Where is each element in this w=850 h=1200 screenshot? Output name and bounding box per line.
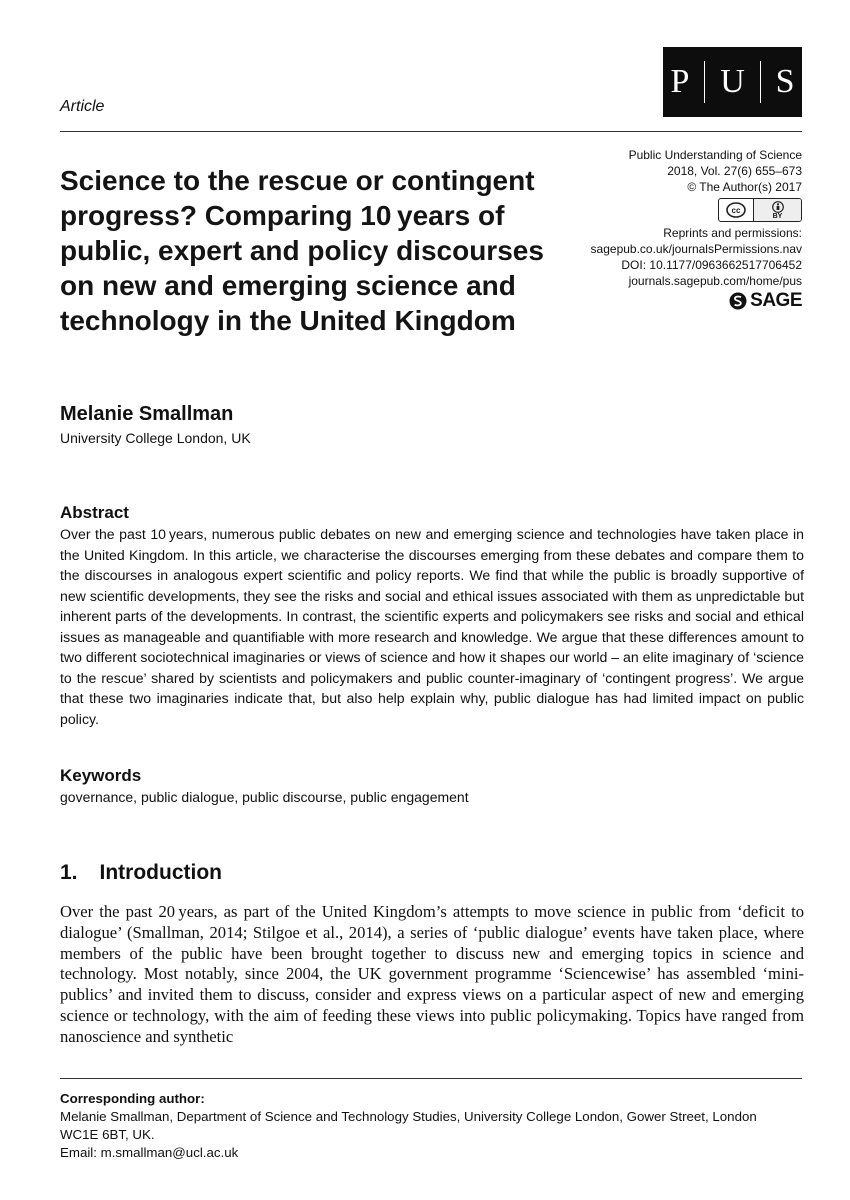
citation: 2018, Vol. 27(6) 655–673 (667, 164, 802, 178)
sage-icon (729, 292, 747, 310)
corresponding-author (60, 1090, 820, 1162)
cc-license-badge[interactable] (718, 198, 802, 222)
logo-divider (704, 61, 705, 103)
corresponding-author-email[interactable]: Email: m.smallman@ucl.ac.uk (60, 1145, 239, 1160)
corresponding-author-address: Melanie Smallman, Department of Science and Technology Studies, University College London, Gower Street, London (60, 1109, 757, 1124)
journal-link[interactable]: journals.sagepub.com/home/pus (628, 274, 802, 288)
introduction-paragraph: Over the past 20 years, as part of the United Kingdom’s attempts to move science in public from ‘deficit to dialogue’ (Smallman, 2014; Stilgoe et al., 2014), a series of ‘public dialogue’ events have taken place, where members of the public have been brought together to discuss new and emerging topics in science and technology. Most notably, since 2004, the UK government programme ‘Sciencewise’ has assembled ‘mini-publics’ and invited them to discuss, consider and express views on a particular aspect of new and emerging science or technology, with the aim of feeding these views into public policymaking. Topics have ranged from nanoscience and synthetic (60, 902, 804, 1046)
cc-icon-text: cc (731, 206, 741, 215)
article-title: Science to the rescue or contingent progress? Comparing 10 years of public, expert and policy discourses on new and emerging science and technology in the United Kingdom (60, 165, 544, 336)
publisher-name: SAGE (750, 290, 802, 311)
publisher-logo (729, 292, 802, 310)
attribution-icon (754, 199, 801, 221)
cc-icon (719, 199, 754, 221)
keywords-list: governance, public dialogue, public discourse, public engagement (60, 789, 469, 805)
article-metadata (560, 147, 802, 314)
section-number: 1. (60, 861, 78, 884)
footnote-divider (60, 1078, 802, 1079)
abstract-heading: Abstract (60, 503, 129, 522)
corresponding-author-label: Corresponding author: (60, 1091, 205, 1106)
logo-divider (760, 61, 761, 103)
author-affiliation: University College London, UK (60, 430, 251, 446)
corresponding-author-postcode: WC1E 6BT, UK. (60, 1127, 155, 1142)
keywords-heading: Keywords (60, 766, 142, 785)
article-type: Article (60, 98, 105, 115)
reprints-link[interactable]: sagepub.co.uk/journalsPermissions.nav (590, 242, 802, 256)
journal-logo (663, 47, 802, 117)
reprints-label: Reprints and permissions: (663, 226, 802, 240)
doi-link[interactable]: DOI: 10.1177/0963662517706452 (621, 258, 802, 272)
attribution-label: BY (772, 212, 783, 220)
copyright: © The Author(s) 2017 (687, 180, 802, 194)
section-title: Introduction (99, 861, 222, 884)
journal-logo-letter: P (670, 63, 690, 100)
journal-logo-letter: S (775, 63, 795, 100)
author-name: Melanie Smallman (60, 403, 234, 425)
abstract-text: Over the past 10 years, numerous public debates on new and emerging science and technologies have taken place in the United Kingdom. In this article, we characterise the discourses emerging from these debates and compare them to the discourses in analogous expert scientific and policy reports. We find that while the public is broadly supportive of new scientific developments, they see the risks and social and ethical issues associated with them as unpredictable but inherent parts of the developments. In contrast, the scientific experts and policymakers see risks and social and ethical issues as manageable and quantifiable with more research and knowledge. We argue that these differences amount to two different sociotechnical imaginaries or views of science and how it shapes our world – an elite imaginary of ‘science to the rescue’ shared by scientists and policymakers and public counter-imaginary of ‘contingent progress’. We argue that these two imaginaries indicate that, but also help explain why, public dialogue has had limited impact on public policy. (60, 526, 804, 727)
header-divider (60, 131, 802, 132)
section-heading (60, 861, 222, 885)
journal-name: Public Understanding of Science (628, 148, 802, 162)
journal-logo-letter: U (720, 63, 745, 100)
